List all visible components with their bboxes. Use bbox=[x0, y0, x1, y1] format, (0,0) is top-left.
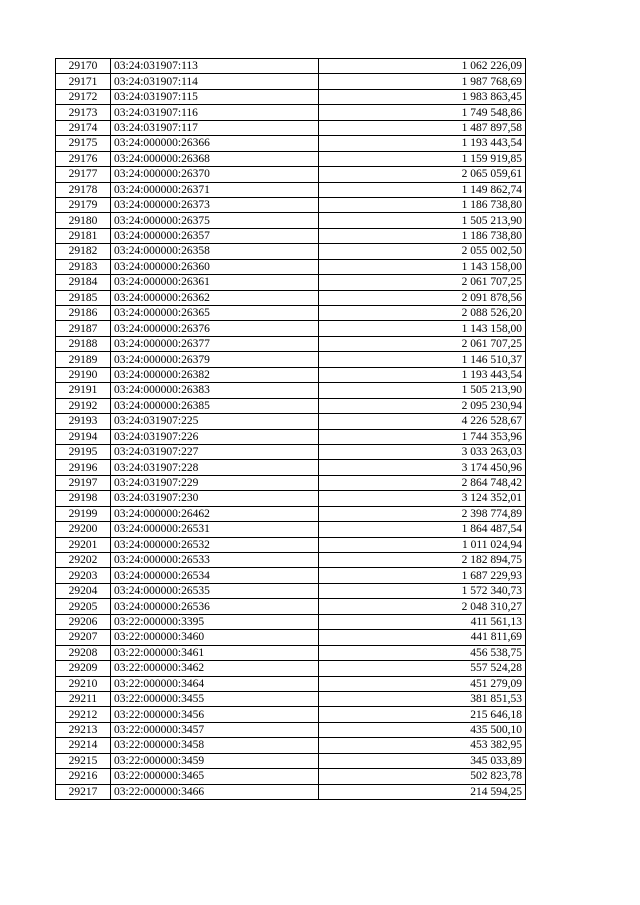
table-row bbox=[56, 769, 526, 784]
cadastral-number-cell: 03:22:000000:3462 bbox=[111, 661, 319, 676]
table-row bbox=[56, 120, 526, 135]
cadastral-number-cell: 03:24:000000:26371 bbox=[111, 182, 319, 197]
table-row bbox=[56, 676, 526, 691]
row-number-cell: 29204 bbox=[56, 583, 111, 598]
cadastral-number-cell: 03:24:000000:26534 bbox=[111, 568, 319, 583]
cadastral-number-cell: 03:22:000000:3457 bbox=[111, 722, 319, 737]
value-cell: 1 487 897,58 bbox=[319, 120, 526, 135]
value-cell: 3 174 450,96 bbox=[319, 460, 526, 475]
table-row bbox=[56, 151, 526, 166]
cadastral-number-cell: 03:24:031907:117 bbox=[111, 120, 319, 135]
table-row bbox=[56, 244, 526, 259]
value-cell: 4 226 528,67 bbox=[319, 414, 526, 429]
cadastral-number-cell: 03:22:000000:3464 bbox=[111, 676, 319, 691]
table-row bbox=[56, 661, 526, 676]
table-row bbox=[56, 444, 526, 459]
cadastral-number-cell: 03:22:000000:3461 bbox=[111, 645, 319, 660]
row-number-cell: 29186 bbox=[56, 306, 111, 321]
cadastral-number-cell: 03:22:000000:3456 bbox=[111, 707, 319, 722]
value-cell: 411 561,13 bbox=[319, 614, 526, 629]
table-row bbox=[56, 738, 526, 753]
row-number-cell: 29200 bbox=[56, 522, 111, 537]
row-number-cell: 29198 bbox=[56, 491, 111, 506]
row-number-cell: 29194 bbox=[56, 429, 111, 444]
row-number-cell: 29190 bbox=[56, 367, 111, 382]
value-cell: 3 124 352,01 bbox=[319, 491, 526, 506]
row-number-cell: 29192 bbox=[56, 398, 111, 413]
cadastral-number-cell: 03:24:000000:26358 bbox=[111, 244, 319, 259]
table-row bbox=[56, 367, 526, 382]
value-cell: 2 398 774,89 bbox=[319, 506, 526, 521]
value-cell: 456 538,75 bbox=[319, 645, 526, 660]
cadastral-number-cell: 03:22:000000:3395 bbox=[111, 614, 319, 629]
table-row bbox=[56, 136, 526, 151]
row-number-cell: 29211 bbox=[56, 691, 111, 706]
table-row bbox=[56, 321, 526, 336]
row-number-cell: 29176 bbox=[56, 151, 111, 166]
table-row bbox=[56, 414, 526, 429]
value-cell: 2 061 707,25 bbox=[319, 275, 526, 290]
value-cell: 2 065 059,61 bbox=[319, 167, 526, 182]
table-row bbox=[56, 398, 526, 413]
value-cell: 2 182 894,75 bbox=[319, 553, 526, 568]
cadastral-number-cell: 03:24:031907:230 bbox=[111, 491, 319, 506]
row-number-cell: 29216 bbox=[56, 769, 111, 784]
value-cell: 1 983 863,45 bbox=[319, 89, 526, 104]
row-number-cell: 29187 bbox=[56, 321, 111, 336]
value-cell: 215 646,18 bbox=[319, 707, 526, 722]
value-cell: 1 505 213,90 bbox=[319, 213, 526, 228]
value-cell: 381 851,53 bbox=[319, 691, 526, 706]
value-cell: 1 186 738,80 bbox=[319, 228, 526, 243]
table-row bbox=[56, 614, 526, 629]
row-number-cell: 29206 bbox=[56, 614, 111, 629]
table-row bbox=[56, 306, 526, 321]
value-cell: 502 823,78 bbox=[319, 769, 526, 784]
row-number-cell: 29185 bbox=[56, 290, 111, 305]
table-row bbox=[56, 352, 526, 367]
table-row bbox=[56, 197, 526, 212]
cadastral-number-cell: 03:24:031907:225 bbox=[111, 414, 319, 429]
row-number-cell: 29203 bbox=[56, 568, 111, 583]
row-number-cell: 29189 bbox=[56, 352, 111, 367]
cadastral-number-cell: 03:24:031907:114 bbox=[111, 74, 319, 89]
table-row bbox=[56, 645, 526, 660]
table-row bbox=[56, 336, 526, 351]
row-number-cell: 29183 bbox=[56, 259, 111, 274]
row-number-cell: 29197 bbox=[56, 475, 111, 490]
value-cell: 1 062 226,09 bbox=[319, 59, 526, 74]
table-row bbox=[56, 259, 526, 274]
row-number-cell: 29180 bbox=[56, 213, 111, 228]
value-cell: 1 143 158,00 bbox=[319, 259, 526, 274]
cadastral-number-cell: 03:22:000000:3458 bbox=[111, 738, 319, 753]
value-cell: 1 149 862,74 bbox=[319, 182, 526, 197]
row-number-cell: 29178 bbox=[56, 182, 111, 197]
table-row bbox=[56, 599, 526, 614]
value-cell: 1 505 213,90 bbox=[319, 383, 526, 398]
cadastral-value-table bbox=[55, 58, 526, 800]
row-number-cell: 29195 bbox=[56, 444, 111, 459]
table-row bbox=[56, 491, 526, 506]
table-row bbox=[56, 105, 526, 120]
value-cell: 2 061 707,25 bbox=[319, 336, 526, 351]
value-cell: 1 193 443,54 bbox=[319, 367, 526, 382]
row-number-cell: 29175 bbox=[56, 136, 111, 151]
table-row bbox=[56, 553, 526, 568]
row-number-cell: 29170 bbox=[56, 59, 111, 74]
table-row bbox=[56, 506, 526, 521]
value-cell: 1 749 548,86 bbox=[319, 105, 526, 120]
table-row bbox=[56, 213, 526, 228]
row-number-cell: 29184 bbox=[56, 275, 111, 290]
table-row bbox=[56, 522, 526, 537]
table-row bbox=[56, 475, 526, 490]
value-cell: 345 033,89 bbox=[319, 753, 526, 768]
table-row bbox=[56, 460, 526, 475]
table-row bbox=[56, 275, 526, 290]
row-number-cell: 29173 bbox=[56, 105, 111, 120]
cadastral-number-cell: 03:24:031907:228 bbox=[111, 460, 319, 475]
row-number-cell: 29188 bbox=[56, 336, 111, 351]
value-cell: 1 744 353,96 bbox=[319, 429, 526, 444]
table-row bbox=[56, 784, 526, 799]
cadastral-number-cell: 03:24:000000:26357 bbox=[111, 228, 319, 243]
value-cell: 435 500,10 bbox=[319, 722, 526, 737]
row-number-cell: 29210 bbox=[56, 676, 111, 691]
cadastral-number-cell: 03:24:000000:26370 bbox=[111, 167, 319, 182]
row-number-cell: 29193 bbox=[56, 414, 111, 429]
row-number-cell: 29207 bbox=[56, 630, 111, 645]
row-number-cell: 29199 bbox=[56, 506, 111, 521]
cadastral-number-cell: 03:22:000000:3465 bbox=[111, 769, 319, 784]
value-cell: 1 572 340,73 bbox=[319, 583, 526, 598]
value-cell: 2 864 748,42 bbox=[319, 475, 526, 490]
row-number-cell: 29191 bbox=[56, 383, 111, 398]
cadastral-number-cell: 03:24:000000:26361 bbox=[111, 275, 319, 290]
value-cell: 1 011 024,94 bbox=[319, 537, 526, 552]
table-row bbox=[56, 722, 526, 737]
cadastral-number-cell: 03:24:031907:227 bbox=[111, 444, 319, 459]
table-row bbox=[56, 74, 526, 89]
row-number-cell: 29181 bbox=[56, 228, 111, 243]
table-row bbox=[56, 537, 526, 552]
cadastral-number-cell: 03:24:000000:26535 bbox=[111, 583, 319, 598]
value-cell: 1 159 919,85 bbox=[319, 151, 526, 166]
cadastral-number-cell: 03:24:000000:26365 bbox=[111, 306, 319, 321]
row-number-cell: 29213 bbox=[56, 722, 111, 737]
cadastral-number-cell: 03:22:000000:3459 bbox=[111, 753, 319, 768]
cadastral-number-cell: 03:24:000000:26532 bbox=[111, 537, 319, 552]
value-cell: 2 055 002,50 bbox=[319, 244, 526, 259]
cadastral-number-cell: 03:24:031907:113 bbox=[111, 59, 319, 74]
value-cell: 453 382,95 bbox=[319, 738, 526, 753]
table-row bbox=[56, 182, 526, 197]
value-cell: 451 279,09 bbox=[319, 676, 526, 691]
value-cell: 2 095 230,94 bbox=[319, 398, 526, 413]
row-number-cell: 29182 bbox=[56, 244, 111, 259]
value-cell: 3 033 263,03 bbox=[319, 444, 526, 459]
table-row bbox=[56, 707, 526, 722]
row-number-cell: 29208 bbox=[56, 645, 111, 660]
table-row bbox=[56, 753, 526, 768]
table-body bbox=[56, 59, 526, 800]
table-row bbox=[56, 429, 526, 444]
row-number-cell: 29196 bbox=[56, 460, 111, 475]
value-cell: 1 687 229,93 bbox=[319, 568, 526, 583]
value-cell: 441 811,69 bbox=[319, 630, 526, 645]
cadastral-number-cell: 03:24:000000:26362 bbox=[111, 290, 319, 305]
row-number-cell: 29177 bbox=[56, 167, 111, 182]
cadastral-number-cell: 03:24:000000:26531 bbox=[111, 522, 319, 537]
value-cell: 557 524,28 bbox=[319, 661, 526, 676]
row-number-cell: 29172 bbox=[56, 89, 111, 104]
value-cell: 2 091 878,56 bbox=[319, 290, 526, 305]
cadastral-number-cell: 03:24:031907:116 bbox=[111, 105, 319, 120]
cadastral-number-cell: 03:24:000000:26360 bbox=[111, 259, 319, 274]
table-row bbox=[56, 290, 526, 305]
table-row bbox=[56, 59, 526, 74]
cadastral-number-cell: 03:24:031907:229 bbox=[111, 475, 319, 490]
table-row bbox=[56, 568, 526, 583]
table-row bbox=[56, 383, 526, 398]
value-cell: 1 864 487,54 bbox=[319, 522, 526, 537]
cadastral-number-cell: 03:24:000000:26368 bbox=[111, 151, 319, 166]
row-number-cell: 29217 bbox=[56, 784, 111, 799]
cadastral-number-cell: 03:22:000000:3455 bbox=[111, 691, 319, 706]
cadastral-number-cell: 03:24:000000:26536 bbox=[111, 599, 319, 614]
cadastral-number-cell: 03:22:000000:3466 bbox=[111, 784, 319, 799]
table-row bbox=[56, 630, 526, 645]
cadastral-number-cell: 03:24:000000:26383 bbox=[111, 383, 319, 398]
value-cell: 1 146 510,37 bbox=[319, 352, 526, 367]
table-row bbox=[56, 583, 526, 598]
table-row bbox=[56, 167, 526, 182]
cadastral-number-cell: 03:24:031907:226 bbox=[111, 429, 319, 444]
row-number-cell: 29215 bbox=[56, 753, 111, 768]
table-row bbox=[56, 691, 526, 706]
cadastral-number-cell: 03:22:000000:3460 bbox=[111, 630, 319, 645]
row-number-cell: 29174 bbox=[56, 120, 111, 135]
value-cell: 1 186 738,80 bbox=[319, 197, 526, 212]
cadastral-number-cell: 03:24:000000:26462 bbox=[111, 506, 319, 521]
cadastral-number-cell: 03:24:000000:26377 bbox=[111, 336, 319, 351]
cadastral-number-cell: 03:24:031907:115 bbox=[111, 89, 319, 104]
cadastral-number-cell: 03:24:000000:26382 bbox=[111, 367, 319, 382]
value-cell: 1 143 158,00 bbox=[319, 321, 526, 336]
cadastral-number-cell: 03:24:000000:26366 bbox=[111, 136, 319, 151]
cadastral-number-cell: 03:24:000000:26385 bbox=[111, 398, 319, 413]
cadastral-number-cell: 03:24:000000:26376 bbox=[111, 321, 319, 336]
row-number-cell: 29205 bbox=[56, 599, 111, 614]
cadastral-number-cell: 03:24:000000:26375 bbox=[111, 213, 319, 228]
value-cell: 214 594,25 bbox=[319, 784, 526, 799]
table-row bbox=[56, 228, 526, 243]
row-number-cell: 29212 bbox=[56, 707, 111, 722]
cadastral-number-cell: 03:24:000000:26379 bbox=[111, 352, 319, 367]
row-number-cell: 29202 bbox=[56, 553, 111, 568]
value-cell: 1 987 768,69 bbox=[319, 74, 526, 89]
cadastral-number-cell: 03:24:000000:26533 bbox=[111, 553, 319, 568]
row-number-cell: 29209 bbox=[56, 661, 111, 676]
table-row bbox=[56, 89, 526, 104]
row-number-cell: 29179 bbox=[56, 197, 111, 212]
cadastral-number-cell: 03:24:000000:26373 bbox=[111, 197, 319, 212]
value-cell: 2 048 310,27 bbox=[319, 599, 526, 614]
value-cell: 1 193 443,54 bbox=[319, 136, 526, 151]
row-number-cell: 29171 bbox=[56, 74, 111, 89]
value-cell: 2 088 526,20 bbox=[319, 306, 526, 321]
row-number-cell: 29214 bbox=[56, 738, 111, 753]
row-number-cell: 29201 bbox=[56, 537, 111, 552]
